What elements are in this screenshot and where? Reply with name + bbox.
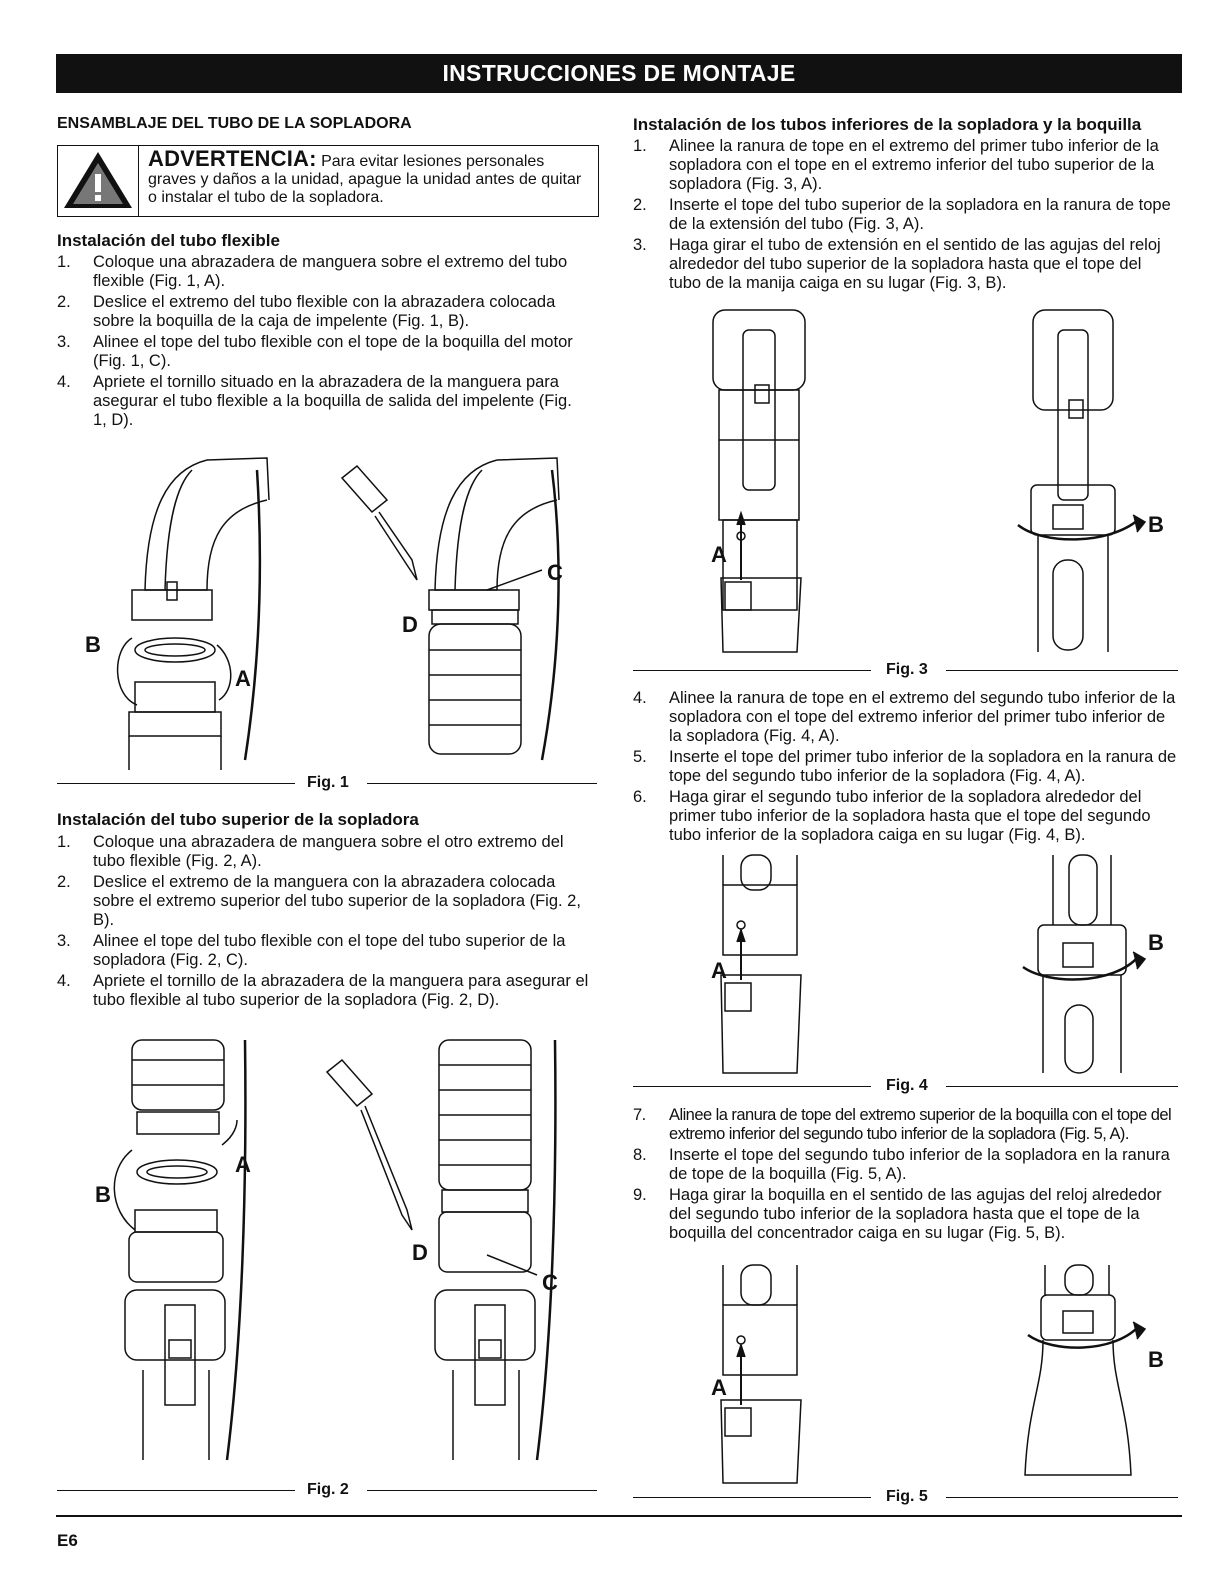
step-number: 2. xyxy=(57,873,71,891)
fig3-label-a: A xyxy=(711,542,727,567)
list-item xyxy=(633,137,1178,194)
fig4-caption-rule xyxy=(633,1077,1178,1096)
fig5-illustration xyxy=(633,1265,1178,1490)
fig3-illustration xyxy=(633,300,1178,655)
fig3-caption-rule xyxy=(633,661,1178,680)
fig1-caption: Fig. 1 xyxy=(307,774,349,791)
step-number: 3. xyxy=(57,932,71,950)
fig5-caption: Fig. 5 xyxy=(886,1488,928,1505)
step-number: 1. xyxy=(57,833,71,851)
fig2-illustration xyxy=(57,1040,597,1470)
list-item xyxy=(57,972,597,1010)
fig3-label-b: B xyxy=(1148,512,1164,537)
page-banner: INSTRUCCIONES DE MONTAJE xyxy=(56,54,1182,93)
steps-c xyxy=(633,1106,1178,1245)
step-text: Inserte el tope del primer tubo inferior de la sopladora en la ranura de tope del segundo tubo inferior de la sopladora (Fig. 4, A). xyxy=(669,748,1177,785)
fig2-caption: Fig. 2 xyxy=(307,1481,349,1498)
lower-title: Instalación de los tubos inferiores de la sopladora y la boquilla xyxy=(633,115,1142,134)
fig3-caption: Fig. 3 xyxy=(886,661,928,678)
step-text: Coloque una abrazadera de manguera sobre el extremo del tubo flexible (Fig. 1, A). xyxy=(93,253,568,290)
list-item xyxy=(633,236,1178,293)
upper-title: Instalación del tubo superior de la sopladora xyxy=(57,810,419,829)
step-number: 3. xyxy=(633,236,647,254)
fig1-label-b: B xyxy=(85,632,101,657)
step-number: 9. xyxy=(633,1186,647,1204)
fig4-caption: Fig. 4 xyxy=(886,1077,928,1094)
warning-text xyxy=(148,146,593,207)
list-item xyxy=(57,932,597,970)
fig2-label-c: C xyxy=(542,1270,558,1295)
fig5-label-a: A xyxy=(711,1375,727,1400)
flex-steps xyxy=(57,253,587,432)
flex-title: Instalación del tubo flexible xyxy=(57,231,280,250)
list-item xyxy=(57,333,587,371)
fig1-label-c: C xyxy=(547,560,563,585)
step-text: Deslice el extremo de la manguera con la abrazadera colocada sobre el extremo superior del tubo superior de la sopladora (Fig. 2, B). xyxy=(93,873,581,929)
step-text: Inserte el tope del tubo superior de la sopladora en la ranura de tope de la extensión del tubo (Fig. 3, A). xyxy=(669,196,1171,233)
step-number: 1. xyxy=(633,137,647,155)
fig2-label-b: B xyxy=(95,1182,111,1207)
list-item xyxy=(633,788,1178,845)
fig1-label-d: D xyxy=(402,612,418,637)
list-item xyxy=(633,1146,1178,1184)
step-number: 8. xyxy=(633,1146,647,1164)
fig2-label-d: D xyxy=(412,1240,428,1265)
step-text: Alinee la ranura de tope en el extremo del segundo tubo inferior de la sopladora con el tope del extremo inferior del primer tubo inferior de la sopladora (Fig. 4, A). xyxy=(669,689,1176,745)
list-item xyxy=(633,1106,1178,1144)
step-number: 2. xyxy=(57,293,71,311)
steps-b xyxy=(633,689,1178,847)
step-text: Alinee la ranura de tope del extremo superior de la boquilla con el tope del extremo inferior del segundo tubo inferior de la sopladora (Fig. 5, A). xyxy=(669,1106,1172,1143)
step-number: 4. xyxy=(57,373,71,391)
step-text: Alinee el tope del tubo flexible con el tope de la boquilla del motor (Fig. 1, C). xyxy=(93,333,573,370)
step-text: Haga girar el tubo de extensión en el sentido de las agujas del reloj alrededor del tubo superior de la sopladora hasta que el tope del tubo de la manija caiga en su lugar (Fig. 3, B). xyxy=(669,236,1161,292)
step-number: 1. xyxy=(57,253,71,271)
step-number: 6. xyxy=(633,788,647,806)
list-item xyxy=(633,1186,1178,1243)
list-item xyxy=(57,873,597,930)
list-item xyxy=(57,373,587,430)
fig2-label-a: A xyxy=(235,1152,251,1177)
step-text: Apriete el tornillo situado en la abrazadera de la manguera para asegurar el tubo flexible a la boquilla de salida del impelente (Fig. 1, D). xyxy=(93,373,572,429)
list-item xyxy=(57,253,587,291)
step-text: Inserte el tope del segundo tubo inferior de la sopladora en la ranura de tope de la boquilla (Fig. 5, A). xyxy=(669,1146,1170,1183)
step-number: 4. xyxy=(633,689,647,707)
steps-a xyxy=(633,137,1178,295)
footer-rule xyxy=(56,1515,1182,1517)
fig1-caption-rule xyxy=(57,774,597,793)
warning-title: ADVERTENCIA: xyxy=(148,146,317,171)
list-item xyxy=(633,689,1178,746)
warning-icon xyxy=(58,146,139,216)
step-text: Deslice el extremo del tubo flexible con la abrazadera colocada sobre la boquilla de la caja de impelente (Fig. 1, B). xyxy=(93,293,556,330)
list-item xyxy=(633,748,1178,786)
fig1-illustration xyxy=(57,450,597,770)
step-number: 5. xyxy=(633,748,647,766)
fig4-label-a: A xyxy=(711,958,727,983)
list-item xyxy=(633,196,1178,234)
warning-box xyxy=(57,145,599,217)
list-item xyxy=(57,833,597,871)
fig5-caption-rule xyxy=(633,1488,1178,1507)
step-text: Alinee el tope del tubo flexible con el tope del tubo superior de la sopladora (Fig. 2, C). xyxy=(93,932,566,969)
page-number: E6 xyxy=(57,1531,78,1550)
step-text: Haga girar el segundo tubo inferior de la sopladora alrededor del primer tubo inferior de la sopladora hasta que el tope del segundo tubo inferior de la sopladora caiga en su lugar (Fig. 4, B). xyxy=(669,788,1151,844)
step-number: 2. xyxy=(633,196,647,214)
step-text: Apriete el tornillo de la abrazadera de la manguera para asegurar el tubo flexible al tubo superior de la sopladora (Fig. 2, D). xyxy=(93,972,589,1009)
step-number: 7. xyxy=(633,1106,646,1124)
warning-body: Para evitar lesiones personales graves y daños a la unidad, apague la unidad antes de quitar o instalar el tubo de la sopladora. xyxy=(148,153,582,206)
step-number: 3. xyxy=(57,333,71,351)
list-item xyxy=(57,293,587,331)
step-number: 4. xyxy=(57,972,71,990)
step-text: Haga girar la boquilla en el sentido de las agujas del reloj alrededor del segundo tubo inferior de la sopladora hasta que el tope de la boquilla del concentrador caiga en su lugar (Fig. 5, B). xyxy=(669,1186,1162,1242)
fig1-label-a: A xyxy=(235,666,251,691)
fig4-label-b: B xyxy=(1148,930,1164,955)
section-title: ENSAMBLAJE DEL TUBO DE LA SOPLADORA xyxy=(57,115,412,132)
step-text: Alinee la ranura de tope en el extremo del primer tubo inferior de la sopladora con el tope en el extremo inferior del tubo superior de la sopladora (Fig. 3, A). xyxy=(669,137,1159,193)
upper-steps xyxy=(57,833,597,1012)
step-text: Coloque una abrazadera de manguera sobre el otro extremo del tubo flexible (Fig. 2, A). xyxy=(93,833,564,870)
fig4-illustration xyxy=(633,855,1178,1080)
fig2-caption-rule xyxy=(57,1481,597,1500)
fig5-label-b: B xyxy=(1148,1347,1164,1372)
